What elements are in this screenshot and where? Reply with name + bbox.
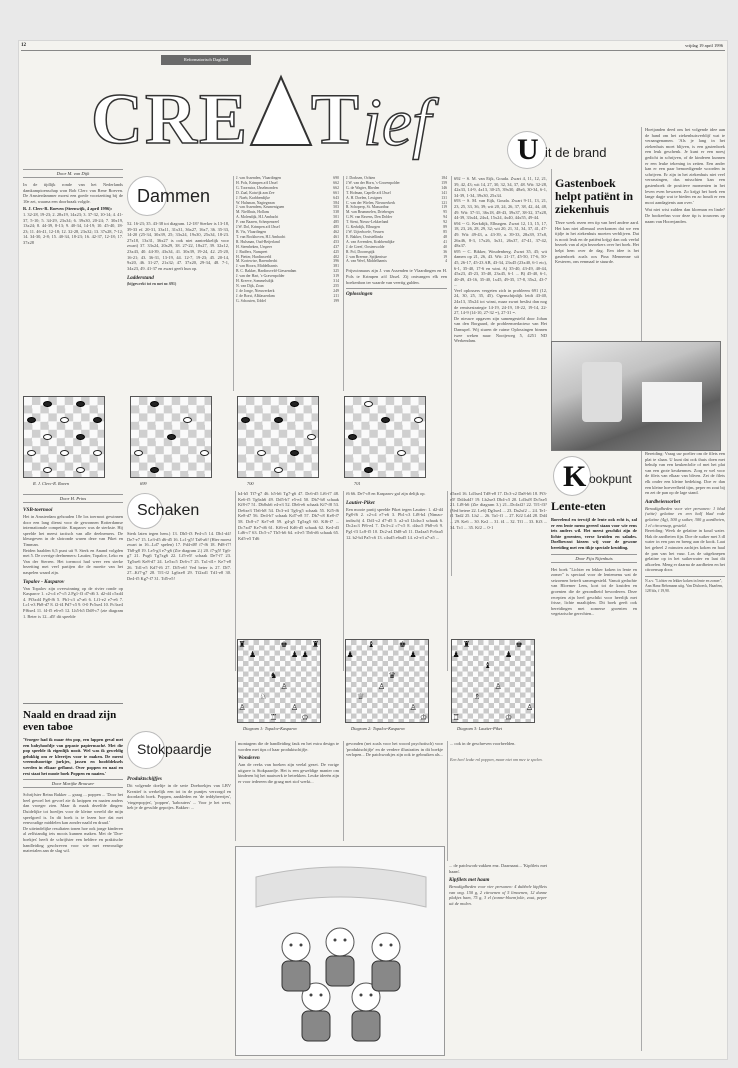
ladder-a-name: M. Kortewise, Barendrecht: [236, 259, 278, 264]
schaken-col1b: Beiden haalden 6,5 punt uit 9. Sterk en Anand volgden met 5. De overige deelnemers: Lautier, Topalov, Leko en Van der Sterren. Het toernooi had weer een sterke bezetting met veel partijen die de moeite van het naspelen waard zijn.: [23, 547, 123, 575]
naald-byline: Door Marijke Brouwer: [23, 779, 123, 788]
ladder-a-name: H. Pols, Krimpen a/d IJssel: [236, 180, 278, 185]
chess-piece: ♙: [291, 702, 299, 712]
ladder-b-score: 48: [443, 234, 447, 239]
chess-board-3: [451, 639, 535, 723]
ladder-b-score: 94: [443, 215, 447, 220]
stokpaardje-col1: [127, 773, 231, 1053]
white-dam-piece: [307, 434, 316, 440]
ladder-a-name: J.W. Dol, Krimpen a/d IJssel: [236, 225, 280, 230]
chess-piece: ♟: [452, 650, 460, 659]
ladder-b-name: T. Holman, Capelle a/d IJssel: [346, 190, 391, 195]
ladder-a-score: 501: [333, 215, 339, 220]
svg-text:T: T: [311, 79, 360, 159]
chess-piece: ♖: [452, 713, 460, 722]
solutions-title: Oplossingen: [346, 288, 447, 297]
dammen-logo-text: Dammen: [137, 186, 211, 206]
chess-caption-2: Diagram 2: Topalov-Kasparov: [351, 726, 406, 731]
chess-piece: ♚: [399, 639, 407, 649]
white-dam-piece: [76, 467, 85, 473]
ladder-b-score: 4: [445, 259, 447, 264]
ladder-a-name: W. Hulsman, Nagtegeaan: [236, 200, 275, 205]
chess-piece: ♟: [505, 650, 513, 659]
kookpunt-right-text: Bereiding: Vraag uw poelier om de filets een plat te slaan. U kunt dat ook thuis doen met behulp van een keukenfolie of met het plat van een grote keukenmes. Zorg er wel voor de filets van elkaar van bliven. Zet de filets elk onder een kleine bedeking. Doe er dan een kleine hoeveelheid tijm, peper en zout bij en zet de pan op de lage stand.: [645, 451, 725, 496]
ladder-a-score: 643: [333, 195, 339, 200]
ladder-a-score: 396: [333, 259, 339, 264]
recipe1-sub: Benodigdheden voor vier personen: 1 blad (witte) gelatine en een half blad rode gelatine (4g), 500 g suiker, 300 g aardbeien, 1 el citroensap, gesteld.: [645, 505, 725, 528]
uitdebrand-logo-u: U: [517, 133, 539, 166]
svg-text:ief: ief: [363, 84, 431, 160]
dolls-illustration: [236, 847, 444, 1055]
ladder-a-name: J. van Hoorn, Middelharnis: [236, 264, 278, 269]
ladder-b-name: J. Dorksen, Ochten: [346, 176, 376, 180]
ladder-a-score: 462: [333, 229, 339, 234]
white-dam-piece: [274, 467, 283, 473]
white-dam-piece: [43, 467, 52, 473]
svg-text:CRE: CRE: [91, 79, 250, 159]
black-dam-piece: [364, 467, 373, 473]
schaken-sub2: Topalov - Kasparov: [23, 578, 65, 585]
chess-piece: ♟: [346, 650, 354, 659]
ladder-b-score: 119: [441, 205, 447, 210]
ladder-a-name: R. Hulsman, Oud-Beijerland: [236, 239, 280, 244]
naald-headline: Naald en draad zijn even taboe: [23, 709, 117, 733]
ladder-b-score: 141: [441, 190, 447, 195]
ladder-b-score: 146: [441, 185, 447, 190]
ladder-b-score: 36: [443, 249, 447, 254]
ladder-b-score: 40: [443, 244, 447, 249]
ladder-b-name: M. van Brummelen, Drieberges: [346, 210, 395, 215]
schaken-sub3: Lautier-Piket: [346, 499, 375, 506]
solution-693: 693 -- S. M. van Eijk, Gouda. Zwart 9-11, 13, 21, 23, 25, 33, 36, 39; wit 20, 24, 26, 37, 38, 42, 44, 48, 49. Wit: 37-31, 36x18, 48-43, 39x37, 38-32, 37x28, 44-39, 33x44, 24x4, 15x24, 4x40, 44x55, 49-44.: [454, 198, 547, 221]
new-problems-note: De nieuwe opgaven zijn samengesteld door Johan van den Borgaard, de probleemredacteur van Het Damspel. Wij sturen de ruime Oplossingen binnen twee weken naar: Nootjeweg 5, 4251 ND Werkendam.: [454, 315, 547, 344]
uitdebrand-logo-text: it de brand: [545, 145, 607, 160]
naald-intro: 'Vroeger had ik maar één pop, een lappen geval met een babyhoofdje van gepaste papiermaché. Met die pop speelde ik eigenlijk nooit. Wel was ik geweldig gelukkig om er kleertjes voor te maken. De meest vreemdsoortige jurkjes, jassen en hoofddeksels werden in elkaar geflanst. Over poppen en naai en rest staat het mooie boek Poppen en naaien.': [23, 737, 123, 776]
schaken-col1: Het in Amsterdam gehouden 10e los toernooi gewinnen door een lang dienst voor de gewonnen Rotterdamse internationale competitie. Kasparov was de sterkste. Hij speelde het meest tactisch van alle deelnemers. De kleurgeven in de slotronde waren deze van Piket en Timman.: [23, 514, 123, 547]
ladder-a-name: H. Pietter, Hardinxveld: [236, 254, 272, 259]
chess-piece: ♛: [388, 671, 396, 680]
ladder-a-name: J. Naeb, Krabbendijke: [236, 195, 270, 200]
dam-caption-1: R. J. Clerc-R. Raven: [33, 481, 69, 486]
naald-article: [23, 703, 123, 1053]
ladder-a-score: 249: [333, 288, 339, 293]
kipfilet-sub: Benodigdheden voor vier personen: 4 dubbele kipfilets van ong. 150 g, 2 citroenen of 5 limoenen, 12 dunne plakjes ham, 75 g, 3 el (zonne-bloem)olie, zout, peper uit de molen.: [449, 884, 547, 906]
ladder-a-score: 425: [333, 249, 339, 254]
page-number: 12: [21, 43, 26, 48]
dam-caption-2: 699: [140, 481, 147, 486]
stokpaardje-col3-text: gevonden (net zoals voor het woord psychotisch) voor 'produktschijfje' en de verdere illustraties in dit boekje verlopen... De patchworkjes zijn ook te gebruiken als...: [346, 741, 443, 758]
kookpunt-logo-k: K: [563, 460, 587, 493]
schaken-col1c: Van Topalov zijn overwinning op de rivier ronde op Kasparov 1. c2-c4 e7-c5 2.Pg1-f3 d7-d6 3. d2-d4 c5xd4 4. Pf3xd4 Pg8-f6 5. Pb1-c3 a7-a6 6. Lf1-e2 e7-e6 7. Lc1-e3 Pb8-d7 8. f2-f4 Pd7-c5 9. 0-0 Pc5xe4 10. Pc3xe4 Pf6xe4 11. f4-f5 e6-e5 12. Lh5-h5 Dd8-c7 (zie diagram 1. Beter is 12...d5! dit speelde: [23, 585, 123, 619]
ladder-b-name: J. de Greef, Oostenwolde: [346, 244, 385, 249]
ladder-a-score: 690: [333, 176, 339, 180]
masthead-small: [161, 55, 251, 65]
kookpunt-intro: Borrelend en terwijl de lente ook echt is, zal er een lente menu gereed staan voor wie eens iets anders wil. Het meest geschikt zijn de lichte groenten, verse kruiden en salades. Doelbewust kiezen wij voor de gewone bereiding met een tikje speciale kruiding.: [551, 517, 637, 550]
ladder-a-score: 402: [333, 254, 339, 259]
white-dam-piece: [93, 450, 102, 456]
ladder-a-score: 255: [333, 283, 339, 288]
kookpunt-footnote: N.a.v. "Lichter en lekker koken in lente en zomer", Ann Hanz Behrmann uitg. Van Dishoeck, Haarlem, 128 blz, f 19,90.: [645, 576, 725, 594]
solution-note: Veel oplossers vergeten zich in probleem 691 (12, 24, 30, 25, 35, 45). Ogenschijnlijk leidt 43-40, 24x13, 35x24 tot winst, maar zwart beslist dan nog de remisestrategie 14-19, 24-19, 18-22, 19-14, 22-27, 14-9 (14-10, 27-32 =), 27-31 =.: [454, 287, 547, 316]
schaken-logo: [127, 493, 237, 529]
chess-piece: ♔: [301, 713, 309, 722]
chess-piece: ♝: [367, 639, 375, 649]
stokpaardje-sub1: Produktschijfjes: [127, 776, 162, 782]
ladder-a-name: B. Vis, Vlaardingen: [236, 229, 267, 234]
ladder-a-score: 453: [333, 239, 339, 244]
ladder-a-row: [236, 299, 339, 304]
black-dam-piece: [348, 434, 357, 440]
stokpaardje-col4: [447, 741, 547, 861]
black-dam-piece: [167, 434, 176, 440]
stokpaardje-caption: Een heel leuke rol poppen, maar niet om mee te spelen.: [450, 756, 543, 762]
uitdebrand-right-text: Hoetjanden deed ons het volgende idee aan de hand om het ziekenhuisverblijf wat te veraangenamen. 'Als je lang in het ziekenhuis moet blijven, is een gastenboek een leuk geschenk. Je kunt er een noesj gedicht in schrijven, of de kinderen kunnen er een leuke tekening in zetten. Een ander kan er een paar bemoedigende woorden in schrijven. Er zijn in het ziekenhuis niet veel verrassingen, dus misschien kan een gastenboek de positieve momenten in het leven even bewaren. Zo krijgt het boek een lange dagje wat te bieden en zo houdt er een mooi aandagtenis aan over.': [645, 127, 725, 205]
ladder-b-name: A. H. Doelen, Lexignes: [346, 195, 383, 200]
black-dam-piece: [150, 467, 159, 473]
ladder-b-name: R. Schoperp, St. Maasartbar: [346, 205, 389, 210]
stokpaardje-col2b: Aan de reeks van boeken zijn veelal gezet. De vorige uitgave is Stokpaardje. Het is een geweldige manier om kinderen bij het naaiwerk te betrekken. Leuke ideeën zijn er voor iedereen die graag met stof werkt...: [238, 762, 339, 784]
ladder-b-score: 95: [443, 210, 447, 215]
ladder-sub: (bijgewerkt tot en met nr. 691): [127, 282, 177, 287]
ladder-a-name: J. van der Hart, 's-Gravenpolder: [236, 274, 285, 279]
dolls-photo: [235, 846, 445, 1056]
ladder-title: Ladderstand: [127, 275, 154, 282]
dammen-col2-moves: 52. 16-23; 35. 43-38 tot diagram. 12-18? Sterker is 13-18, 39-33 ef. 20-31, 33x11, 31x31, 36x27, 16x7, 36. 35-33, 14-20 (25-34, 30x39, 25; 33x24, 19x30, 25x34, 18-23. 27x18, 13x31, 36x27 is ook niet aantrekkelijk voor zwart) 37. 33x24, 20x29, 38. 27-22, 18x27, 39. 32x12, 23x43, 40. 44-39, 43x34, 41. 30x39, 19-24, 42. 25-20, 16-21; 43. 36-31, 13-19, 44. 12-7, 19-23; 45. 20-14, 9x20, 46. 31-27, 21x32; 47. 37x20, 29-34, 48. 7-1, 34x23, 49. 41-37 en zwart geeft hun op.: [127, 221, 229, 271]
ladder-b-score: 184: [441, 176, 447, 180]
black-dam-piece: [76, 434, 85, 440]
chess-piece: ♙: [526, 702, 534, 712]
naald-body2: De uiteindelijke resultaten tonen hoe ook jonge kinderen al zelfstandig iets moois kunnen maken. Met de 'Doe-boekjes' heeft de schrijfster een heldere en praktische handleiding geschreven voor wie met eenvoudige materialen aan de slag wil.: [23, 825, 123, 854]
schaken-left-column: [23, 491, 123, 701]
chess-piece: ♙: [494, 681, 502, 691]
ladder-a-name: J. van Assenden, Vlaardingen: [236, 176, 281, 180]
solution-695: 695 -- C. Bikker, Woudenberg. Zwart 35, 45; wit damen op 21, 26, 43. Wit: 21-17, 45-50, 17-6, 50-45, 26-17, 45-23 AB, 43-34, 23x45 (23x40, 6-1 etc), 6-1, 35-40, 17-6 en wint. A) 35-40, 43-49, 40-44, 45x23, 45-23, 35-40, 23x45, 6-1 ... B) 45-40, 6-1, 40-49, 43-16, 35-40, 1x45, 49-35, 17-8, 35x2, 43-7 ...: [454, 248, 547, 288]
ladder-b-score: 85: [443, 229, 447, 234]
ladder-a-score: 503: [333, 205, 339, 210]
chess-piece: ♜: [312, 639, 320, 649]
ladder-a-score: 661: [333, 190, 339, 195]
ladder-a-score: 485: [333, 220, 339, 225]
chess-piece: ♟: [409, 650, 417, 659]
schaken-col4-text: f6 66. De7-c8 en Kasparov gaf zijn delijk op.: [346, 491, 426, 496]
stokpaardje-col3: [343, 741, 443, 841]
ladder-table-b: [343, 176, 447, 391]
ladder-a-score: 437: [333, 244, 339, 249]
ladder-a-name: D. Zaal, Katwijk aan Zee: [236, 190, 275, 195]
schaken-col3-text: h4-h5 Tf7-g7 46. h5-h6 Tg7-g6 47. Dc6-d5 Lf6-f7 48. Ke6-f5 Tg6xh6 49. Dd5-b7 e5-e4 50. Db7-b8 schaak Kf8-f7 51. Db8xb6 e4-e3 52. Db6-e6 schaak Kf7-f8 53. De6xe3 Th6-h8 54. Dc3-e4 Tg6-g5 schaak 55. Kf5-f6 Ke8-d7 56. De4-b7 schaak Kd7-e8 57. Db7-c8 Ke8-f7 58. Dc8-c7 Ke7-e8 59. g4-g5 Tg5xg5 60. Kf6-f7 ... Dc7xd7 Ke7-d6 61. Kf6-e4 Kd6-d5 schaak 62. Ke4-d3 Ld6-c7 63. Dc5-c7 Th5-b6 64. e4-e5 Th6-d6 schaak 65. Kd5-e5 Td6: [238, 491, 339, 541]
ladder-a-score: 538: [333, 210, 339, 215]
naald-body: Schrijfster Reina Bakker ... graag ... poppen ... 'Door het heel gevoel het gevoel zie ik knippen en naaien anders dan vroeger zien. Maar ik maak dezelfde dingen: Duidelijke tot hoedjes voor de kleine wereld die mijn speelgoed is. In dit boek is te lezen hoe dat met eenvoudige middelen kan zonder naald en draad.': [23, 792, 123, 826]
kipfilet-col: [447, 863, 547, 1053]
chess-piece: ♜: [463, 639, 471, 649]
ladder-b-score: 159: [441, 180, 447, 185]
ladder-b-name: J.W. Uijterhoefe, Veusen: [346, 229, 384, 234]
chess-piece: ♜: [238, 639, 246, 649]
chess-piece: ♗: [473, 692, 481, 701]
chess-piece: ♙: [378, 681, 386, 691]
ladder-b-score: 121: [441, 200, 447, 205]
ladder-b-row: [346, 259, 447, 264]
ladder-a-name: G. Schouten, Uddel: [236, 298, 266, 303]
schaken-col2: [127, 531, 231, 671]
kookpunt-logo: [553, 456, 653, 496]
masthead-title: [81, 65, 501, 165]
solution-692: 692 -- S. M. van Eijk, Gouda. Zwart 4, 11, 12, 21, 39, 42, 43; wit 14, 27, 30, 32, 34, 37, 48. Wit: 32-28, 42x33, 14-9, 4x13, 30-25, 39x30, 48x6, 30-34, 6-1, 34-39, 1-34, 39x30, 25x34.: [454, 176, 547, 198]
chess-piece: ♙: [409, 702, 417, 712]
ladder-b-name: G. de Wagter, Rheden: [346, 185, 380, 190]
ladder-a-name: F. van Baaren, Scherpenzeel: [236, 220, 280, 225]
dammen-intro: In de tijdlijk ronde van het Nederlands damkampioenschap won Bob Clerc van Rene Roeven. De Amsterdammer moest een goede voortzetting bij de 10e zet, waarna een doorbraak volgde.: [23, 182, 123, 204]
dammen-game-title: R. J. Clerc-R. Roeven (Steenwijk, 4 april 1996):: [23, 206, 113, 212]
ladder-table-a: [233, 176, 339, 391]
dam-caption-3: 700: [247, 481, 254, 486]
chess-caption-1: Diagram 1: Topalov-Kasparov: [243, 726, 298, 731]
schaken-sub1: VSB-toernooi: [23, 507, 53, 513]
ladder-a-score: 662: [333, 180, 339, 185]
chess-piece: ♙: [238, 702, 246, 712]
ladder-a-name: M. Nielfhuis, Hollans: [236, 210, 270, 215]
chess-piece: ♟: [249, 650, 257, 659]
chess-piece: ♟: [291, 650, 299, 659]
chess-piece: ♚: [515, 639, 523, 649]
kookpunt-body: Het boek "Lichter en lekker koken in lente en zomer" is speciaal voor de lentemenu wat de seizoenen betreft samengesteld. Vanuit gedachte van Bloemer Lens, kort tot de kruiden en groenten die de gezondheid bevorderen. Deze recepten zijn heel geschikt voor heerlijk met frisse, lichte maaltijden. Dit boek geeft ook bereidingen met zomerse groenten en vegetarische gerechten...: [551, 566, 637, 617]
chess-piece: ♔: [420, 713, 428, 722]
ladder-note: Prijswinnaars zijn J. van Assenden te Vlaardingen en H. Pols te Krimpen a/d IJssel. Zij ontvangen elk een boekenbon ter waarde van veertig gulden.: [346, 268, 447, 285]
ladder-a-score: 319: [333, 274, 339, 279]
kookpunt-article: [551, 499, 639, 1055]
schaken-col5-text: d5xe4 16. Ld3xe4 Td8-e8 17. Dc3-c2 Da8-b6 18. Pf3-e5! Dd4xd4? 19. Lb2xe3 Db4-c5 20. Ld3xf8 Dc5xe5 21. Lf8-h6 (Zie diagram 3.) 21...Dc4xf2! 22. Tf1-f3? (Ved betere 22. Le6) Dg3xe4 ... 23. Da2xf2 ... 24. Te1-f1 Tad2 25. Lh2 ... 26. Ta1-f1 ... 27. Kf2 Ld4 28. Dd4 ... 29. Ke6 ... 30. Ke2 ... 31. f4 ... 32. Tf1 ... 33. Kf3 ... 34. Tc1 ... 35. Kf2 ... 0-1: [450, 491, 547, 530]
stokpaardje-logo-text: Stokpaardje: [137, 741, 212, 757]
kookpunt-logo-text: ookpunt: [589, 472, 632, 486]
ladder-a-name: T. van Bockhoven, H.I.Ambacht: [236, 234, 286, 239]
ladder-b-name: G. Kerkdijk, Elburgen: [346, 225, 380, 230]
chess-piece: ♙: [280, 681, 288, 691]
stokpaardje-col2: [235, 741, 339, 841]
white-dam-piece: [200, 450, 209, 456]
kookpunt-right-col: [641, 451, 725, 1051]
chess-piece: ♕: [357, 692, 365, 701]
schaken-logo-text: Schaken: [137, 502, 200, 519]
masthead-logo: [81, 65, 501, 165]
stokpaardje-col2-text: montagem die de handleiding fauk en het extra design te worden met tips of haar produktschijfje.: [238, 741, 339, 752]
kookpunt-headline: Lente-eten: [551, 499, 606, 513]
ladder-a-name: J. Radfers, Nunspeet: [236, 249, 268, 254]
ladder-a-score: 325: [333, 269, 339, 274]
chess-piece: ♔: [505, 713, 513, 722]
kookpunt-byline: Door Fija Nijenhuis: [551, 554, 637, 563]
masthead-small-text: Reformatorisch Dagblad: [183, 57, 229, 62]
uitdebrand-body: 'Deze week rezen een tip van heel andere aard. Het kan niet allemaal overkomen dat we een tijdje in het ziekenhuis moeten verblijven. Dat is nooit leuk en de patiënt krijgt dan ook veelal bezoek van al zijn bezoekers over het boek. Het helpt hem over de dag. Een idee is het gastenboek zoals oos Pina Mennenne uit Kesteren, ons eenmaal te stuurde.: [555, 220, 639, 265]
ladder-a-name: J. de Jonge, Nieuwerkerk: [236, 288, 275, 293]
recipe1-body: Bereiding: Week de gelatine in koud water. Hak de aardbeien fijn. Doe de suiker met 3 dl water in een pan en breng aan de kook. Laat het geheel 2 minuten zachtjes koken en haal de pan van het vuur. Los de uitgeknepen gelatine op in het suikerwater en laat dit afkoelen. Meng er daarna de aardbeien en het citroensap door.: [645, 528, 725, 573]
stokpaardje-logo: [127, 731, 237, 769]
chess-piece: ♞: [270, 671, 278, 680]
uitdebrand-right-text2: Wat niet wist zulden dan kloeman en linde? De bookeehsn voor deze tip is trouwens op naam van Hooerjanden.: [645, 207, 725, 224]
ladder-b-score: 89: [443, 225, 447, 230]
ladder-b-score: 19: [443, 254, 447, 259]
ladder-a-score: 381: [333, 264, 339, 269]
ladder-a-score: 211: [333, 293, 339, 298]
ladder-b-name: T. Sieni, Nieuw-Lekkerland: [346, 220, 389, 225]
kipfilet-title: Kipfilets met haam: [449, 877, 490, 884]
dammen-game-moves: 1. 32-28, 19-23; 2. 28x19, 14x23; 3. 37-32, 10-14; 4. 41-37, 5-10; 5. 34-29, 23x34; 6. 39x30, 20-24; 7. 30x19, 13x24; 8. 44-39, 8-13; 9. 40-34, 14-19; 10. 45-40, 18-23; 11. 46-41, 12-18; 12. 32-28, 23x32; 13. 37x28, 7-12; 14. 34-30, 2-8; 15. 40-34, 18-23; 16. 42-37, 12-18; 17. 37x28: [23, 211, 123, 245]
ladder-b-name: E. Bakker, Ooststellinda: [346, 234, 383, 239]
schaken-col2-text: Sterk laten tegen hem.) 13. Dh5-f3 Pe4-c5 14. Dh1-d4! De7-e7 15. Le3-d5 d6-d5 16. Lc1-g5! Ta8-a6! (Hier moest zwart in 16...Ld7 spelen) 17. Pd4-d8! f7-f6 18. Pd8-f7! Th8-g8 19. Le5-g3 e7-g6 (Zie diagram 2.) 20. f7-g5! Tg6-g7 21. Pxg6 Tg7xg6 22. Lf5-e5! schaak De7-f7 23. Tg5xe6 Ke8-d7 24. Le5xc5 Dc6-c7 25. Ta1-d1+ Ke7-e8 26. Td1-e5 Kd7-f6 27. Df5-e6! Ved beter is 27. Df7. 27...Kf7-g7 28. Tf1-f2 Lg6xe8 29. Tf2xd1 Td1-e8 30. De4-f5 Kg7-f7 31. Td5-e5!: [127, 531, 231, 581]
ladder-b-name: R. Pol, Doornspijk: [346, 249, 375, 254]
solution-694: 694 -- G. Kerkdijk, Elburgen. Zwart 12, 13, 15, 17, 18, 23, 26, 28, 29, 32; wit 20, 21, 31, 34, 37, 41, 47-49. Wit: 49-43, a. 43-39, a. 39-33, 28x39, 37x8, 26x46, 8-3, 17x26, 3x31, 26x37, 47-41, 37-42, 48x37.: [454, 220, 547, 249]
ladder-a-name: B. C. Bakker, Hardinxveld-Giessendam: [236, 269, 297, 274]
ladder-a-score: 584: [333, 200, 339, 205]
ladder-a-name: A. Molendijk, H.I.Ambacht: [236, 215, 279, 220]
uitdebrand-right-col: [641, 127, 725, 347]
ladder-a-score: 485: [333, 225, 339, 230]
chess-piece: ♝: [484, 660, 492, 670]
newspaper-page: [18, 40, 728, 1060]
ladder-b-score: 131: [441, 195, 447, 200]
ladder-b-name: A. van Arvenden, Krabbendijke: [346, 239, 395, 244]
ladder-a-name: N. van Dijk, Zoan: [236, 283, 264, 288]
dammen-col2: [127, 221, 229, 391]
ladder-a-name: G. Toornstra, IJsselmonden: [236, 185, 278, 190]
dammen-byline: Door M. van Dijk: [23, 169, 123, 178]
dam-caption-4: 701: [354, 481, 361, 486]
ladder-b-name: J.W. van der Horn, 's-Gravenpolder: [346, 180, 400, 185]
ladder-b-score: 41: [443, 239, 447, 244]
uitdebrand-headline: Gastenboek helpt patiënt in ziekenhuis: [555, 176, 634, 216]
page-date: vrijdag 19 april 1996: [685, 43, 723, 48]
stokpaardje-sub2: Wonderen: [238, 755, 260, 762]
ladder-b-name: A. van Weel, Middelharnis: [346, 259, 387, 264]
ladder-a-score: 314: [333, 279, 339, 284]
ladder-a-name: J. van Assendem, Krumeniguen: [236, 205, 285, 210]
ladder-b-score: 92: [443, 220, 447, 225]
chess-piece: ♘: [259, 692, 267, 701]
chess-caption-3: Diagram 3: Lautier-Piket: [457, 726, 503, 731]
ladder-b-name: J. van Breeme, Spijkenisse: [346, 254, 387, 259]
stokpaardje-col1-text: Dit volgende doeltje in de serie Doeboekjes van LBV Kreatief is werkelijk een tot in de puntjes verzorgd en doordacht boek. Poppen, aankleden en 'de teddybeertjes', 'vingerpopjes', 'poppen', 'kabouters' ... Voor je het weet, heb je de gevulde gepotjes. Bakker: ...: [127, 783, 231, 811]
ladder-a-score: 662: [333, 185, 339, 190]
stokpaardje-right-text: ... de patchwork-zakken enz. Daarnaast... 'Kipfilets met haam'.: [449, 863, 547, 874]
ladder-a-score: 461: [333, 234, 339, 239]
chess-piece: ♚: [280, 639, 288, 649]
uitdebrand-logo: [507, 131, 617, 169]
dammen-logo: [127, 176, 232, 216]
recipe1-title: Aardbeiensorbet: [645, 498, 681, 505]
chess-piece: ♖: [270, 713, 278, 722]
ladder-b-name: G.W. van Ravens, Den Dolder: [346, 215, 393, 220]
ladder-a-name: H. Steenbeken, Urspeer: [236, 244, 273, 249]
ladder-b-name: C. van der Wielen, Nieuwerkerk: [346, 200, 396, 205]
schaken-byline: Door H. Prins: [23, 494, 123, 503]
ladder-a-score: 199: [333, 298, 339, 303]
hospital-photo: [551, 341, 721, 451]
chess-piece: ♟: [301, 650, 309, 659]
ladder-a-name: J. de Borst, Alblasserdam: [236, 293, 275, 298]
stokpaardje-col4-text: ... ook in de geschreven voorbeelden.: [450, 741, 516, 746]
dam-board-1: [23, 396, 105, 478]
ladder-a-name: H. Kreeve, Sommelsdijk: [236, 279, 274, 284]
schaken-col4b: Een mooie partij speelde Piket tegen Lautier: 1. d2-d4 Pg8-f6 2. c2-c4 e7-e6 3. Pb1-c3 Lf8-b4 (Nimzo-indisch) 4. Dd1-c2 d7-d5 5. a2-a3 Lb4xc3 schaak 6. Dc2xc3 Pf6-e4 7. Dc3-c2 c7-c5 8. d4xc5 Pb8-c6 9. Pg1-f3 Lc8-f5 10. Dc2-a4 Dd8-a5 11. Da4xa5 Pc6xa5 12. b2-b4 Pa5-c6 13. c4xd5 e6xd5 14. e2-e3 a7-a5 ...: [346, 506, 443, 540]
